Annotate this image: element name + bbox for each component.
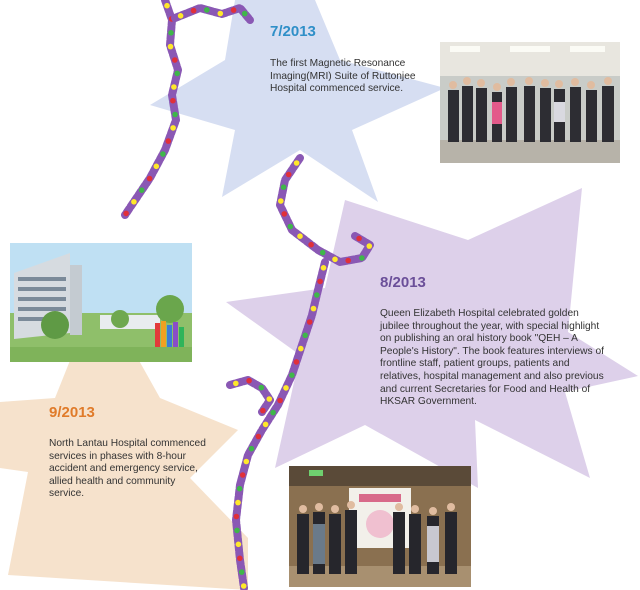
photo-mri-suite-ceremony (440, 42, 620, 163)
ribbon-bead (231, 7, 237, 13)
ribbon-bead (283, 385, 289, 391)
ribbon-bead (172, 112, 178, 118)
ribbon-bead (240, 472, 246, 478)
entry-date-jul-2013: 7/2013 (270, 23, 316, 40)
ribbon-bead (302, 333, 308, 339)
ribbon-bead (359, 255, 365, 261)
ribbon-bead (164, 3, 170, 9)
entry-date-sep-2013: 9/2013 (49, 404, 95, 421)
ribbon-bead (170, 98, 176, 104)
ribbon-bead (356, 236, 362, 242)
ribbon-bead (191, 8, 197, 14)
ribbon-bead (160, 151, 166, 157)
ribbon-bead (320, 250, 326, 256)
ribbon-bead (307, 319, 313, 325)
ribbon-bead (311, 306, 317, 312)
photo-qeh-book-launch (289, 466, 471, 587)
ribbon-bead (267, 396, 273, 402)
ribbon-bead (298, 346, 304, 352)
ribbon-bead (237, 556, 243, 562)
ribbon-bead (282, 211, 288, 217)
ribbon-bead (314, 292, 320, 298)
ribbon-bead (294, 160, 300, 166)
ribbon-bead (367, 243, 373, 249)
ribbon-bead (270, 410, 276, 416)
ribbon-bead (249, 446, 255, 452)
ribbon-bead (168, 30, 174, 36)
ribbon-bead (166, 138, 172, 144)
ribbon-bead (286, 172, 292, 178)
ribbon-bead (244, 459, 250, 465)
ribbon-bead (131, 199, 137, 205)
ribbon-bead (332, 257, 338, 263)
ribbon-bead (139, 187, 145, 193)
ribbon-bead (174, 71, 180, 77)
entry-text-sep-2013: North Lantau Hospital commenced services in phases with 8-hour accident and emergency service, allied health and community service. (49, 438, 206, 500)
ribbon-bead (260, 408, 266, 414)
ribbon-bead (246, 378, 252, 384)
ribbon-bead (234, 514, 240, 520)
ribbon-bead (281, 184, 287, 190)
ribbon-bead (171, 84, 177, 90)
ribbon-bead (168, 44, 174, 50)
ribbon-bead (277, 398, 283, 404)
ribbon-bead (178, 13, 184, 19)
ribbon-bead (170, 125, 176, 131)
ribbon-bead (234, 528, 240, 534)
ribbon-bead (204, 7, 210, 13)
ribbon-bead (154, 164, 160, 170)
entry-text-aug-2013: Queen Elizabeth Hospital celebrated golden jubilee throughout the year, with special highlight on publishing an oral history book "QEH – A People's History". The book features interviews of frontline staff, patient groups, patients and relatives, hospital management and also previous and current Secretaries for Food and Health of HKSAR Government. (380, 308, 604, 408)
ribbon-bead (345, 258, 351, 264)
ribbon-bead (123, 211, 129, 217)
ribbon-bead (321, 265, 327, 271)
ribbon-bead (256, 434, 262, 440)
ribbon-bead (297, 233, 303, 239)
ribbon-bead (235, 500, 241, 506)
ribbon-bead (294, 359, 300, 365)
ribbon-bead (263, 422, 269, 428)
ribbon-bead (278, 198, 284, 204)
photo-north-lantau-hospital (10, 243, 192, 362)
ribbon-bead (239, 569, 245, 575)
ribbon-bead (236, 542, 242, 548)
entry-text-jul-2013: The first Magnetic Resonance Imaging(MRI) Suite of Ruttonjee Hospital commenced service. (270, 58, 416, 95)
ribbon-bead (233, 381, 239, 387)
ribbon-bead (241, 583, 247, 589)
ribbon-bead (242, 11, 248, 17)
ribbon-bead (237, 486, 243, 492)
ribbon-bead (172, 57, 178, 63)
ribbon-bead (288, 224, 294, 230)
ribbon-bead (259, 385, 265, 391)
ribbon-bead (147, 176, 153, 182)
ribbon-bead (317, 279, 323, 285)
ribbon-bead (218, 11, 224, 17)
ribbon-bead (308, 242, 314, 248)
entry-date-aug-2013: 8/2013 (380, 274, 426, 291)
ribbon-bead (289, 372, 295, 378)
